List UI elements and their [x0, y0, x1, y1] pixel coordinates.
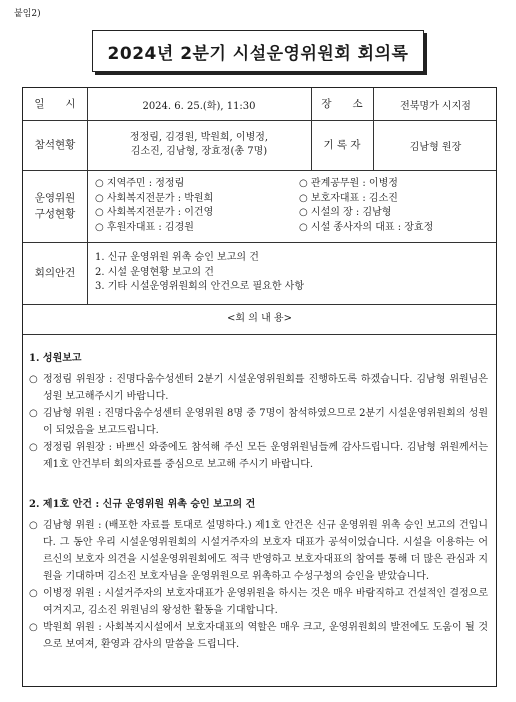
members-label — [23, 170, 87, 242]
minutes-entry — [29, 619, 488, 653]
agenda-item: 3. 기타 시설운영위원회의 안건으로 필요한 사항 — [95, 281, 304, 293]
bullet-mark: ○ — [29, 408, 38, 419]
agenda-label: 회의안건 — [34, 267, 76, 279]
bullet-mark: ○ — [29, 622, 38, 633]
place-value: 전북명가 시지점 — [400, 100, 471, 112]
row-agenda — [23, 242, 496, 305]
bullet-mark: ○ — [29, 442, 38, 453]
attendance-line: 정정림, 김경원, 박원희, 이병정, — [129, 131, 269, 143]
agenda-list — [95, 242, 490, 304]
member-item: ○ 시설의 장 : 김남형 — [299, 207, 392, 218]
document-title: 2024년 2분기 시설운영위원회 회의록 — [107, 43, 409, 64]
members-label-line: 운영위원 — [34, 192, 76, 204]
entry-text: 김남형 위원 : (배포한 자료를 토대로 설명하다.) 제1호 안건은 신규 운영위원 위촉 승인 보고의 건입니다. 그 동안 우리 시설운영위원회의 시설거주자의 보호자 대표가 공석이었습니다. 시설을 이용하는 어르신의 보호자 의견을 시설운영위원회에도 적극 반영하고 보호자대표의 참여를 통해 더 많은 관심과 지원을 기대하며 김소진 보호자님을 운영위원으로 위촉하고 수성구청의 승인을 받았습니다. — [43, 520, 488, 582]
section-title: 1. 성원보고 — [29, 353, 82, 364]
member-item: ○ 보호자대표 : 김소진 — [299, 192, 398, 204]
section-1 — [29, 350, 488, 473]
recorder-label: 기 록 자 — [323, 139, 361, 151]
attendance-line: 김소진, 김남형, 장효정(총 7명) — [130, 146, 268, 157]
agenda-item: 2. 시설 운영현황 보고의 건 — [95, 266, 214, 278]
entry-text: 정정림 위원장 : 바쁘신 와중에도 참석해 주신 모든 운영위원님들께 감사드립니다. 김남형 위원께서는 제1호 안건부터 회의자료를 중심으로 보고해 주시기 바랍니다. — [43, 442, 488, 470]
bullet-mark: ○ — [29, 588, 38, 599]
bullet-mark: ○ — [29, 374, 38, 385]
row-content-header — [23, 304, 496, 335]
minutes-entry — [29, 517, 488, 585]
members-left-list — [95, 170, 295, 242]
entry-text: 이병정 위원 : 시설거주자의 보호자대표가 운영위원을 하시는 것은 매우 바람직하고 건설적인 결정으로 여겨지고, 김소진 위원님의 왕성한 활동을 기대합니다. — [43, 588, 488, 616]
members-right-list — [299, 170, 494, 242]
section-title: 2. 제1호 안건 : 신규 운영위원 위촉 승인 보고의 건 — [29, 499, 256, 510]
recorder-value: 김남형 원장 — [409, 141, 462, 153]
minutes-entry — [29, 585, 488, 619]
entry-text: 김남형 위원 : 진명다움수성센터 운영위원 8명 중 7명이 참석하였으므로 2분기 시설운영위원회의 성원이 되었음을 보고드립니다. — [43, 408, 488, 436]
entry-text: 박원희 위원 : 사회복지시설에서 보호자대표의 역할은 매우 크고, 운영위원회의 발전에도 도움이 될 것으로 보여져, 환영과 감사의 말씀을 드립니다. — [43, 622, 488, 650]
member-item: ○ 관계공무원 : 이병정 — [299, 178, 398, 189]
row-attendance-recorder — [23, 120, 496, 171]
attachment-label: 붙임2) — [14, 9, 41, 19]
member-item: ○ 후원자대표 : 김경원 — [95, 221, 194, 233]
members-label-line: 구성현황 — [34, 208, 76, 220]
member-item: ○ 사회복지전문가 : 이건영 — [95, 207, 214, 218]
entry-text: 정정림 위원장 : 진명다움수성센터 2분기 시설운영위원회를 진행하도록 하겠습니다. 김남형 위원님은 성원 보고해주시기 바랍니다. — [43, 374, 488, 402]
date-label: 일 시 — [34, 98, 76, 110]
place-label: 장 소 — [321, 98, 363, 110]
minutes-entry — [29, 405, 488, 439]
bullet-mark: ○ — [29, 520, 38, 531]
content-header: <회 의 내 용> — [227, 313, 292, 324]
row-date-place — [23, 88, 496, 121]
agenda-item: 1. 신규 운영위원 위촉 승인 보고의 건 — [95, 252, 259, 264]
minutes-entry — [29, 439, 488, 473]
attendance-label: 참석현황 — [34, 139, 76, 151]
member-item: ○ 사회복지전문가 : 박원희 — [95, 192, 214, 204]
minutes-frame — [22, 87, 497, 687]
section-2 — [29, 496, 488, 653]
attendance-value — [87, 120, 311, 170]
member-item: ○ 시설 종사자의 대표 : 장효정 — [299, 221, 434, 233]
date-value: 2024. 6. 25.(화), 11:30 — [142, 100, 256, 112]
row-members — [23, 170, 496, 243]
document-title-box — [92, 30, 424, 72]
member-item: ○ 지역주민 : 정정림 — [95, 178, 185, 189]
minutes-entry — [29, 371, 488, 405]
